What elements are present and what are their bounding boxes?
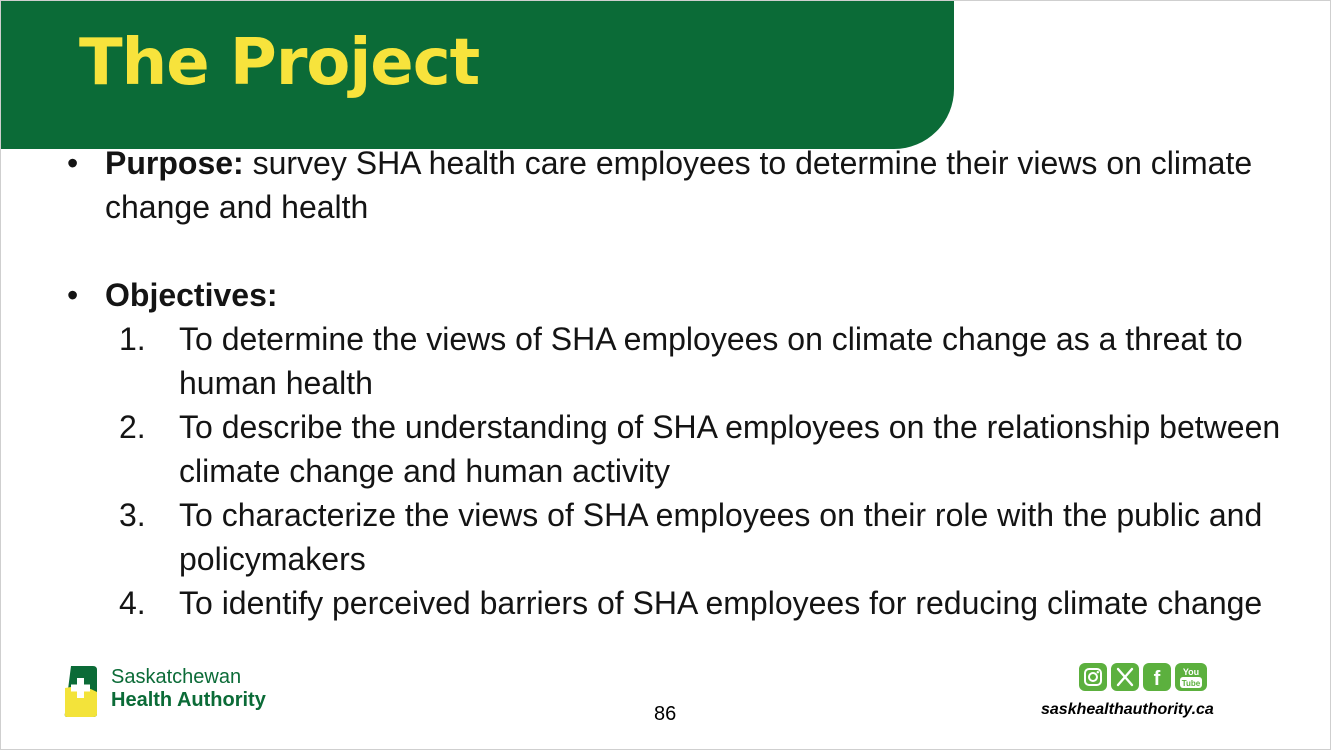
slide-content (67, 141, 1287, 625)
youtube-label-top: You (1182, 667, 1200, 677)
slide-title: The Project (79, 26, 480, 100)
objective-number: 1. (119, 321, 146, 357)
objective-item (67, 405, 1287, 493)
objective-number: 4. (119, 585, 146, 621)
youtube-icon[interactable] (1175, 663, 1207, 691)
objective-item (67, 317, 1287, 405)
website-link[interactable]: saskhealthauthority.ca (1041, 701, 1214, 718)
purpose-label: Purpose: (105, 145, 244, 181)
bullet-dot: • (67, 145, 79, 181)
page-number: 86 (654, 703, 677, 725)
objectives-label: Objectives: (105, 277, 278, 313)
facebook-label: f (1153, 668, 1161, 690)
objective-number: 3. (119, 497, 146, 533)
youtube-label-bottom: Tube (1181, 679, 1201, 688)
objective-text: To identify perceived barriers of SHA employees for reducing climate change (179, 585, 1263, 621)
bullet-dot: • (67, 277, 79, 313)
sha-cross-logo-icon (63, 664, 103, 719)
sha-logo (63, 664, 293, 724)
purpose-bullet (67, 141, 1287, 229)
objectives-bullet (67, 273, 1287, 317)
objective-text: To determine the views of SHA employees on climate change as a threat to human health (179, 321, 1243, 401)
logo-text-health-authority: Health Authority (111, 689, 266, 711)
instagram-icon[interactable] (1079, 663, 1107, 691)
x-icon[interactable] (1111, 663, 1139, 691)
objective-number: 2. (119, 409, 146, 445)
logo-text-saskatchewan: Saskatchewan (111, 666, 242, 688)
objective-item (67, 581, 1287, 625)
purpose-text: survey SHA health care employees to determine their views on climate change and health (105, 145, 1253, 225)
objective-item (67, 493, 1287, 581)
objectives-list (67, 317, 1287, 625)
objective-text: To characterize the views of SHA employees on their role with the public and policymakers (179, 497, 1263, 577)
facebook-icon[interactable] (1143, 663, 1171, 691)
objective-text: To describe the understanding of SHA employees on the relationship between climate change and human activity (179, 409, 1281, 489)
